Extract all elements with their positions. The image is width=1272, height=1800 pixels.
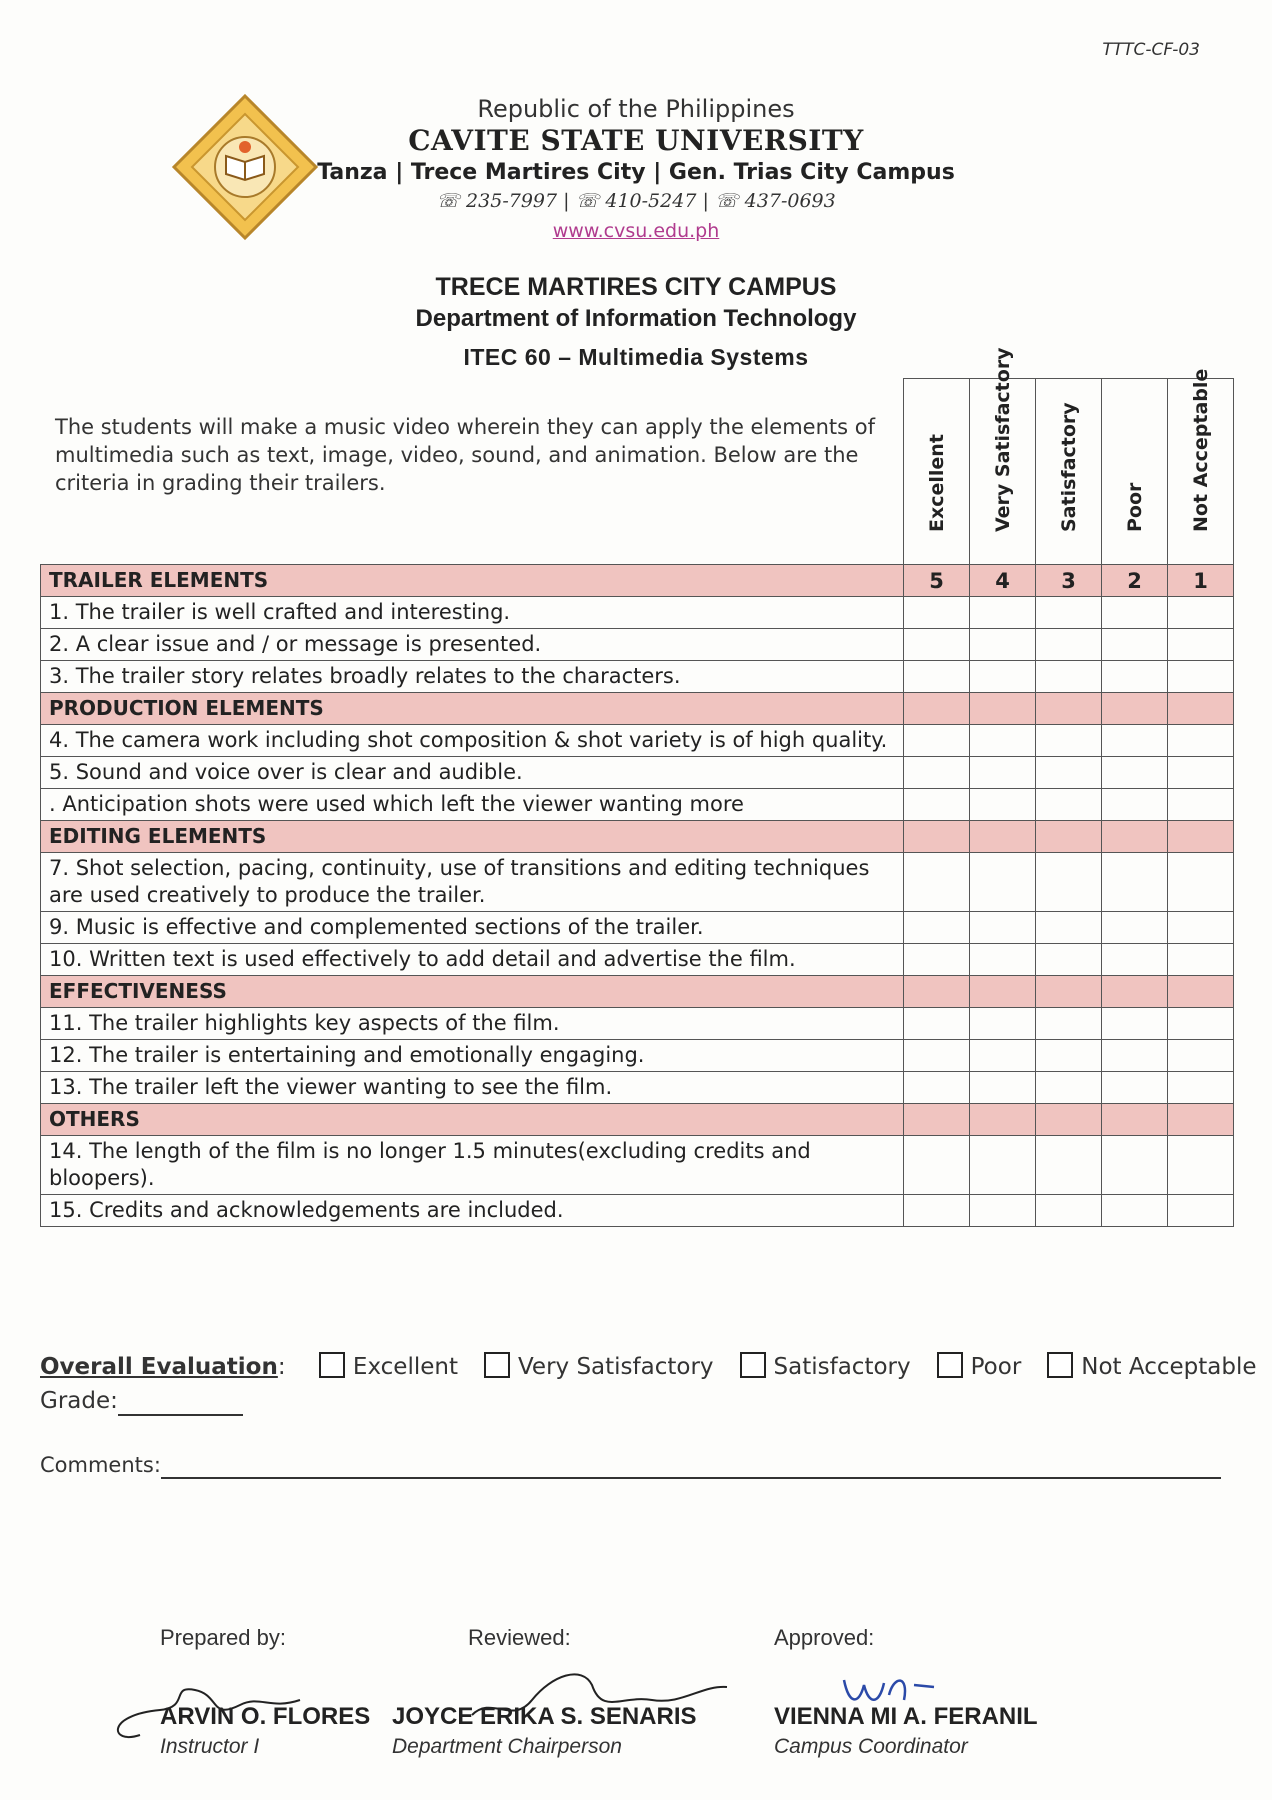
section-title: PRODUCTION ELEMENTS [41, 693, 904, 725]
criterion-text: 13. The trailer left the viewer wanting to see the film. [41, 1072, 904, 1104]
rating-cell[interactable] [1036, 1072, 1102, 1104]
criterion-row [41, 1195, 1234, 1227]
signature-mark [452, 1655, 732, 1745]
rating-cell[interactable] [1036, 1136, 1102, 1195]
criterion-text: 11. The trailer highlights key aspects of the film. [41, 1008, 904, 1040]
course-title: ITEC 60 – Multimedia Systems [463, 344, 809, 370]
rating-cell[interactable] [1102, 597, 1168, 629]
rating-cell[interactable] [1168, 725, 1234, 757]
criterion-row [41, 1136, 1234, 1195]
section-cell [1168, 693, 1234, 725]
signatory-title: Instructor I [160, 1735, 260, 1758]
signatory-title: Campus Coordinator [774, 1735, 968, 1758]
criterion-text: 5. Sound and voice over is clear and audible. [41, 757, 904, 789]
rating-cell[interactable] [1168, 912, 1234, 944]
rating-cell[interactable] [1036, 661, 1102, 693]
criterion-text: 4. The camera work including shot composition & shot variety is of high quality. [41, 725, 904, 757]
campus-title: TRECE MARTIRES CITY CAMPUS [435, 273, 837, 301]
rating-cell[interactable] [1102, 944, 1168, 976]
section-cell [1168, 976, 1234, 1008]
university-name: CAVITE STATE UNIVERSITY [408, 124, 864, 157]
grade-label: Grade: [40, 1388, 118, 1414]
rating-cell[interactable] [970, 757, 1036, 789]
comments-field [40, 1453, 1221, 1479]
criterion-row [41, 661, 1234, 693]
criterion-text: 10. Written text is used effectively to add detail and advertise the film. [41, 944, 904, 976]
rating-cell[interactable] [1168, 944, 1234, 976]
grade-field [40, 1388, 243, 1416]
rating-cell[interactable] [1168, 1195, 1234, 1227]
criterion-row [41, 789, 1234, 821]
criterion-row [41, 725, 1234, 757]
rating-cell[interactable] [904, 912, 970, 944]
website-link[interactable]: www.cvsu.edu.ph [552, 220, 720, 242]
criterion-text: . Anticipation shots were used which left the viewer wanting more [41, 789, 904, 821]
criterion-text: 7. Shot selection, pacing, continuity, use of transitions and editing techniques are used creatively to produce the trailer. [41, 853, 904, 912]
section-cell [1036, 693, 1102, 725]
criterion-text: 12. The trailer is entertaining and emotionally engaging. [41, 1040, 904, 1072]
rating-cell[interactable] [970, 853, 1036, 912]
evaluation-option [1021, 1354, 1256, 1380]
criterion-row [41, 1008, 1234, 1040]
section-cell [1036, 1104, 1102, 1136]
rating-cell[interactable] [1168, 629, 1234, 661]
rating-cell[interactable] [1102, 853, 1168, 912]
comments-line[interactable] [161, 1453, 1221, 1479]
rating-cell[interactable] [1036, 597, 1102, 629]
rating-cell[interactable] [1102, 1008, 1168, 1040]
score-value: 2 [1102, 565, 1168, 597]
rating-cell[interactable] [1168, 1136, 1234, 1195]
evaluation-option-label: Not Acceptable [1081, 1354, 1257, 1380]
rating-cell[interactable] [1036, 629, 1102, 661]
evaluation-checkbox[interactable] [319, 1352, 345, 1378]
rating-cell[interactable] [904, 853, 970, 912]
rating-cell[interactable] [1036, 789, 1102, 821]
section-header-row [41, 1104, 1234, 1136]
signatory-name: JOYCE ERIKA S. SENARIS [392, 1703, 697, 1730]
criterion-row [41, 629, 1234, 661]
department-title: Department of Information Technology [415, 305, 857, 332]
section-header-row [41, 821, 1234, 853]
rating-cell[interactable] [904, 1008, 970, 1040]
overall-evaluation-label: Overall Evaluation [40, 1354, 278, 1380]
rating-cell[interactable] [904, 661, 970, 693]
rating-cell[interactable] [1036, 853, 1102, 912]
section-cell [1168, 821, 1234, 853]
criterion-row [41, 1040, 1234, 1072]
section-cell [970, 1104, 1036, 1136]
evaluation-checkbox[interactable] [1047, 1352, 1073, 1378]
criterion-row [41, 757, 1234, 789]
rating-cell[interactable] [970, 1072, 1036, 1104]
rating-cell[interactable] [1168, 1072, 1234, 1104]
score-value: 4 [970, 565, 1036, 597]
rating-cell[interactable] [970, 597, 1036, 629]
section-cell [1036, 976, 1102, 1008]
rating-cell[interactable] [904, 944, 970, 976]
rating-cell[interactable] [1036, 912, 1102, 944]
grade-line[interactable] [118, 1388, 243, 1416]
criterion-row [41, 912, 1234, 944]
signatory-approved [774, 1625, 1038, 1759]
rating-cell[interactable] [1102, 661, 1168, 693]
evaluation-checkbox[interactable] [484, 1352, 510, 1378]
evaluation-option [293, 1354, 458, 1380]
signatory-role: Prepared by: [160, 1625, 286, 1650]
rating-cell[interactable] [904, 1136, 970, 1195]
section-title: OTHERS [41, 1104, 904, 1136]
rating-cell[interactable] [1168, 1040, 1234, 1072]
section-cell [1102, 1104, 1168, 1136]
rating-cell[interactable] [1168, 789, 1234, 821]
rating-cell[interactable] [1036, 1008, 1102, 1040]
criterion-text: 2. A clear issue and / or message is presented. [41, 629, 904, 661]
rating-header: Satisfactory [1057, 402, 1080, 532]
criterion-text: 14. The length of the film is no longer 1.5 minutes(excluding credits and bloopers). [41, 1136, 904, 1195]
criterion-text: 1. The trailer is well crafted and interesting. [41, 597, 904, 629]
evaluation-option [458, 1354, 714, 1380]
rating-cell[interactable] [904, 597, 970, 629]
rating-cell[interactable] [970, 725, 1036, 757]
signatory-name: VIENNA MI A. FERANIL [774, 1703, 1038, 1730]
section-cell [970, 976, 1036, 1008]
section-cell [1102, 693, 1168, 725]
criterion-row [41, 597, 1234, 629]
phone-numbers: ☏ 235-7997 | ☏ 410-5247 | ☏ 437-0693 [436, 190, 836, 212]
criterion-row [41, 853, 1234, 912]
criterion-text: 3. The trailer story relates broadly relates to the characters. [41, 661, 904, 693]
rating-header: Excellent [925, 434, 948, 532]
rating-header: Not Acceptable [1189, 368, 1212, 532]
evaluation-option-label: Excellent [352, 1354, 458, 1380]
rating-header: Very Satisfactory [991, 347, 1014, 532]
section-cell [970, 693, 1036, 725]
section-title: EFFECTIVENESS [41, 976, 904, 1008]
rating-cell[interactable] [904, 757, 970, 789]
signature-mark [100, 1665, 360, 1755]
signatory-prepared [160, 1625, 370, 1759]
section-title: TRAILER ELEMENTS [41, 565, 904, 597]
section-cell [1168, 1104, 1234, 1136]
section-cell [904, 821, 970, 853]
rating-cell[interactable] [1102, 629, 1168, 661]
section-header-row [41, 693, 1234, 725]
rating-cell[interactable] [904, 1040, 970, 1072]
evaluation-option-label: Very Satisfactory [517, 1354, 714, 1380]
criterion-row [41, 1072, 1234, 1104]
rating-cell[interactable] [904, 629, 970, 661]
evaluation-option-label: Poor [970, 1354, 1022, 1380]
criterion-text: 9. Music is effective and complemented sections of the trailer. [41, 912, 904, 944]
campus-list: Tanza | Trece Martires City | Gen. Trias City Campus [317, 160, 955, 185]
rating-cell[interactable] [904, 1195, 970, 1227]
rating-cell[interactable] [970, 912, 1036, 944]
signatory-name: ARVIN O. FLORES [160, 1703, 371, 1730]
rating-cell[interactable] [970, 1136, 1036, 1195]
overall-evaluation: Overall Evaluation: Excellent Very Satisfactory Satisfactory Poor Not Acceptable [40, 1354, 1257, 1380]
signature-mark [834, 1665, 954, 1725]
section-cell [1102, 976, 1168, 1008]
evaluation-option [714, 1354, 911, 1380]
evaluation-checkbox[interactable] [740, 1352, 766, 1378]
section-cell [904, 976, 970, 1008]
criterion-row [41, 944, 1234, 976]
rating-cell[interactable] [1168, 597, 1234, 629]
rating-cell[interactable] [970, 661, 1036, 693]
rating-cell[interactable] [904, 725, 970, 757]
rating-cell[interactable] [970, 629, 1036, 661]
comments-label: Comments: [40, 1453, 161, 1477]
section-cell [1036, 821, 1102, 853]
rating-cell[interactable] [1036, 1195, 1102, 1227]
rating-cell[interactable] [1036, 757, 1102, 789]
rating-cell[interactable] [970, 1195, 1036, 1227]
rating-cell[interactable] [1102, 1040, 1168, 1072]
score-value: 1 [1168, 565, 1234, 597]
rating-cell[interactable] [970, 1040, 1036, 1072]
score-value: 3 [1036, 565, 1102, 597]
rating-cell[interactable] [1168, 661, 1234, 693]
section-cell [904, 1104, 970, 1136]
rating-cell[interactable] [904, 789, 970, 821]
rating-cell[interactable] [1102, 757, 1168, 789]
rating-cell[interactable] [1168, 1008, 1234, 1040]
rating-cell[interactable] [1168, 853, 1234, 912]
rating-cell[interactable] [1036, 944, 1102, 976]
rating-header: Poor [1123, 482, 1146, 532]
rating-cell[interactable] [1102, 1195, 1168, 1227]
section-header-row [41, 565, 1234, 597]
rating-cell[interactable] [1102, 789, 1168, 821]
criterion-text: 15. Credits and acknowledgements are included. [41, 1195, 904, 1227]
signatory-role: Approved: [774, 1625, 875, 1650]
signatory-title: Department Chairperson [392, 1735, 622, 1758]
rating-cell[interactable] [1036, 1040, 1102, 1072]
intro-text: The students will make a music video wherein they can apply the elements of multimedia such as text, image, video, sound, and animation. Below are the criteria in grading their trailers. [55, 415, 875, 495]
rating-cell[interactable] [970, 1008, 1036, 1040]
rating-cell[interactable] [904, 1072, 970, 1104]
evaluation-checkbox[interactable] [937, 1352, 963, 1378]
signatory-reviewed [392, 1625, 697, 1759]
section-cell [1102, 821, 1168, 853]
rating-cell[interactable] [1102, 1072, 1168, 1104]
rating-cell[interactable] [1036, 725, 1102, 757]
section-header-row [41, 976, 1234, 1008]
rating-cell[interactable] [1102, 725, 1168, 757]
rating-cell[interactable] [1102, 912, 1168, 944]
evaluation-option-label: Satisfactory [773, 1354, 911, 1380]
evaluation-option [911, 1354, 1022, 1380]
section-cell [970, 821, 1036, 853]
score-value: 5 [904, 565, 970, 597]
country-heading: Republic of the Philippines [477, 95, 795, 123]
rating-cell[interactable] [1102, 1136, 1168, 1195]
rating-cell[interactable] [970, 944, 1036, 976]
signatory-role: Reviewed: [468, 1625, 571, 1650]
section-cell [904, 693, 970, 725]
section-title: EDITING ELEMENTS [41, 821, 904, 853]
rating-cell[interactable] [1168, 757, 1234, 789]
form-code: TTTC-CF-03 [1102, 40, 1200, 60]
rating-cell[interactable] [970, 789, 1036, 821]
